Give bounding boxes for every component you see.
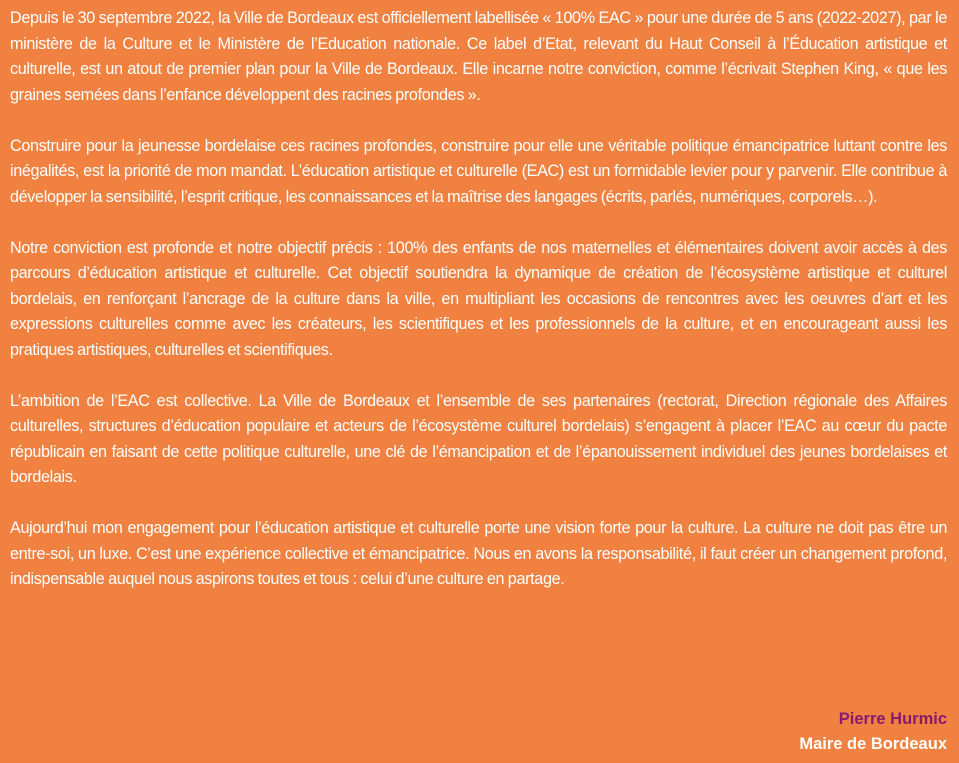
- paragraph-objective: Notre conviction est profonde et notre objectif précis : 100% des enfants de nos maternelles et élémentaires doivent avoir accès à des parcours d’éducation artistique et culturelle. Cet objectif soutiendra la dynamique de création de l’écosystème artistique et culturel bordelais, en renforçant l’ancrage de la culture dans la ville, en multipliant les occasions de rencontres avec les oeuvres d’art et les expressions culturelles comme avec les créateurs, les scientifiques et les professionnels de la culture, et en encourageant aussi les pratiques artistiques, culturelles et scientifiques.: [10, 238, 947, 359]
- paragraph-priority-mandate: Construire pour la jeunesse bordelaise ces racines profondes, construire pour elle une véritable politique émancipatrice luttant contre les inégalités, est la priorité de mon mandat. L’éducation artistique et culturelle (EAC) est un formidable levier pour y parvenir. Elle contribue à développer la sensibilité, l’esprit critique, les connaissances et la maîtrise des langages (écrits, parlés, numériques, corporels…).: [10, 136, 947, 206]
- paragraph-collective-ambition: L’ambition de l’EAC est collective. La Ville de Bordeaux et l’ensemble de ses partenaires (rectorat, Direction régionale des Affaires culturelles, structures d’éducation populaire et acteurs de l’écosystème culturel bordelais) s’engagent à placer l’EAC au cœur du pacte républicain en faisant de cette politique culturelle, une clé de l’émancipation et de l’épanouissement individuel des jeunes bordelaises et bordelais.: [10, 391, 947, 486]
- signature-title: Maire de Bordeaux: [799, 735, 947, 753]
- paragraph-engagement: Aujourd’hui mon engagement pour l’éducation artistique et culturelle porte une vision forte pour la culture. La culture ne doit pas être un entre-soi, un luxe. C’est une expérience collective et émancipatrice. Nous en avons la responsabilité, il faut créer un changement profond, indispensable auquel nous aspirons toutes et tous : celui d’une culture en partage.: [10, 519, 947, 588]
- paragraph-label-eac: Depuis le 30 septembre 2022, la Ville de Bordeaux est officiellement labellisée « 100% EAC » pour une durée de 5 ans (2022-2027), par le ministère de la Culture et le Ministère de l’Education nationale. Ce label d’Etat, relevant du Haut Conseil à l’Éducation artistique et culturelle, est un atout de premier plan pour la Ville de Bordeaux. Elle incarne notre conviction, comme l’écrivait Stephen King, « que les graines semées dans l’enfance développent des racines profondes ».: [10, 9, 947, 104]
- signature-block: [799, 707, 947, 757]
- signature-name: Pierre Hurmic: [838, 710, 947, 728]
